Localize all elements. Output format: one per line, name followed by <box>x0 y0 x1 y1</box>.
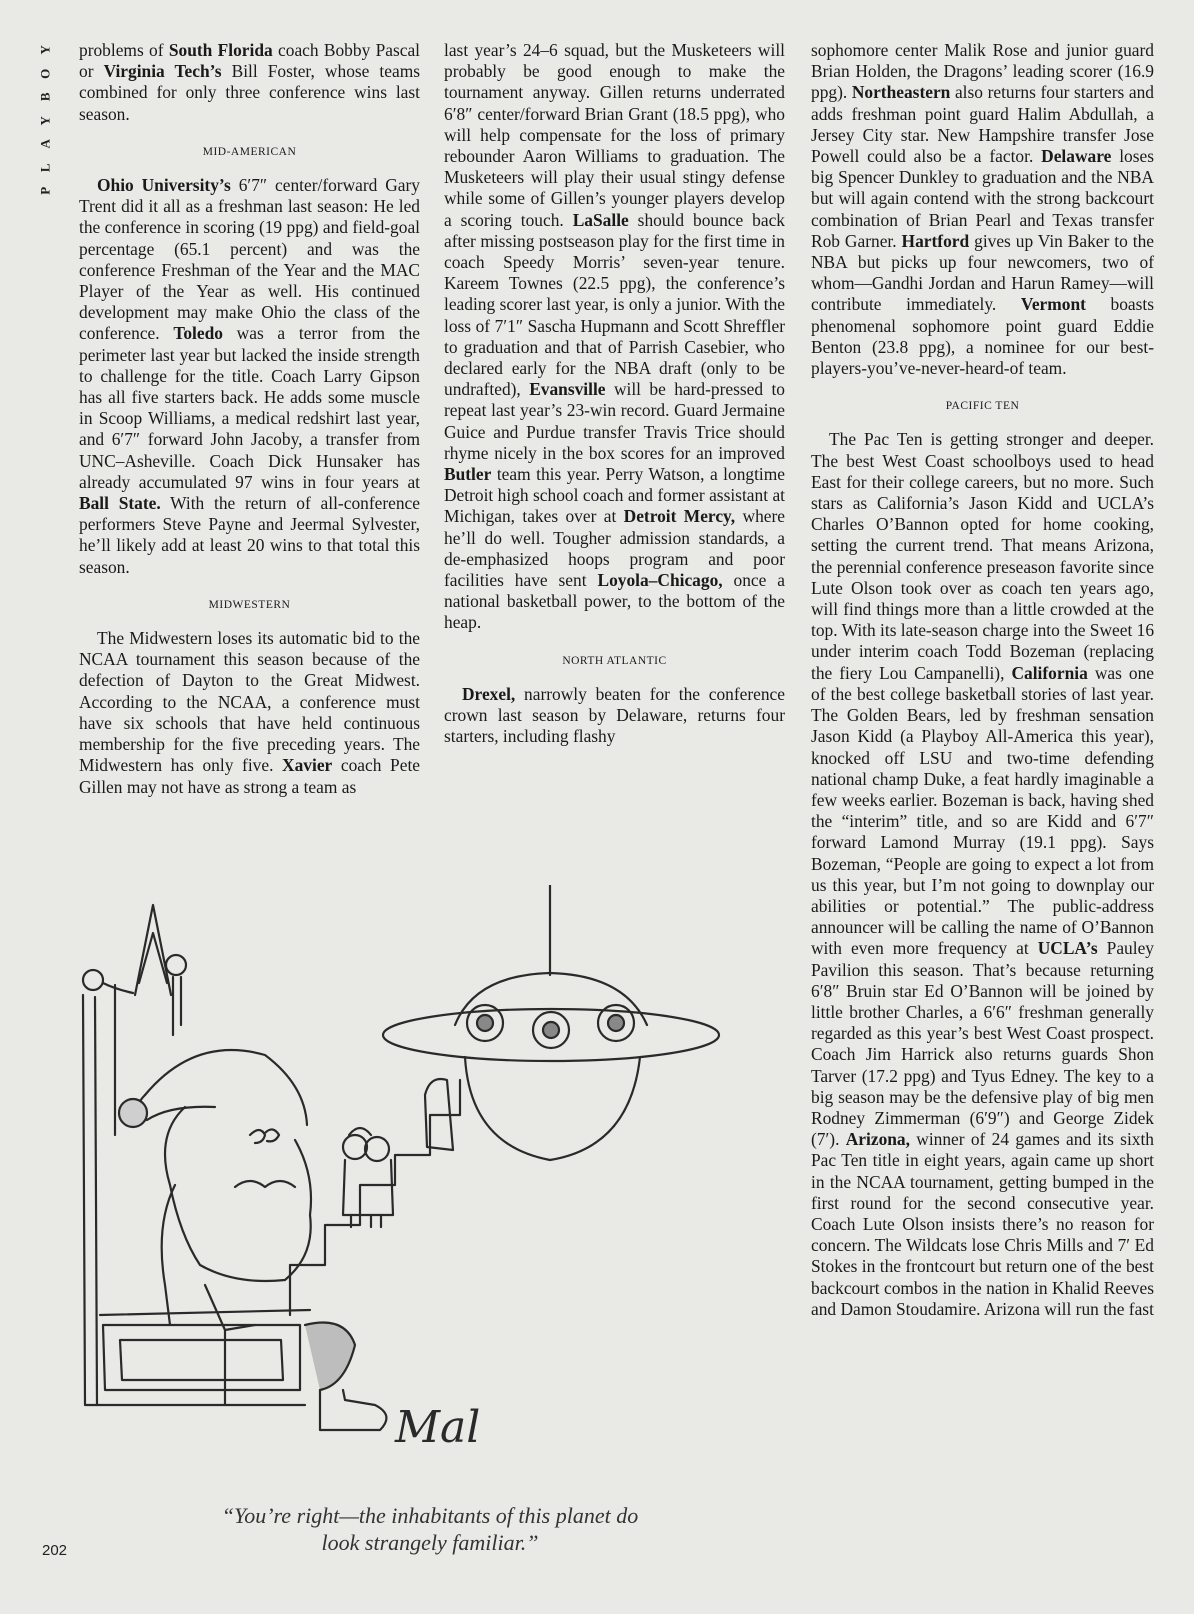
magazine-name-letter: L <box>37 162 53 172</box>
magazine-name-vertical <box>34 38 56 203</box>
text: With the return of all-conference performers Steve Payne and Jeermal Sylvester, he’ll likely add at least 20 wins to that total this season. <box>79 493 420 577</box>
team-name: South Florida <box>168 40 273 60</box>
text: boasts phenomenal sophomore point guard Eddie Benton (23.8 ppg), a nominee for our best-players-you’ve-never-heard-of team. <box>811 294 1154 379</box>
text: sophomore center Malik Rose and junior guard Brian Holden, the Dragons’ leading scorer (16.9 ppg). <box>811 40 1154 103</box>
elves-figures <box>343 1128 393 1227</box>
magazine-name-letter: Y <box>37 45 53 55</box>
stairs-drawing <box>290 1080 460 1315</box>
text: should bounce back after missing postseason play for the first time in coach Speedy Morris’ seven-year tenure. Kareem Townes (22.5 ppg), the conference’s leading scorer last year, is only a junior. With the loss of 7′1″ Sascha Hupmann and Scott Shreffler to graduation and that of Parrish Casebier, who declared early for the NBA draft (only to be undrafted), <box>444 209 785 400</box>
throne-drawing <box>83 905 310 1405</box>
page-number: 202 <box>42 1542 68 1559</box>
text: winner of 24 games and its sixth Pac Ten title in eight years, again came up short in the NCAA tournament, getting bumped in the first round for the second consecutive year. Coach Lute Olson insists there’s no reason for concern. The Wildcats lose Chris Mills and 7′ Ed Stokes in the frontcourt but return one of the best backcourt combos in the nation in Khalid Reeves and Damon Stoudamire. Arizona will run the fast <box>811 1129 1154 1319</box>
team-name: Northeastern <box>851 82 951 103</box>
paragraph <box>79 628 420 798</box>
cartoon-illustration <box>75 885 785 1485</box>
text: where he’ll do well. Tougher admission standards, a de-emphasized hoops program and poor facilities have sent <box>444 506 785 591</box>
text: loses big Spencer Dunkley to graduation and the NBA but will again contend with the strong backcourt combination of Brian Pearl and Texas transfer Rob Garner. <box>811 146 1154 251</box>
section-heading: NORTH ATLANTIC <box>562 654 667 667</box>
section-heading: MID-AMERICAN <box>202 145 297 158</box>
text: 6′7″ center/forward Gary Trent did it all as a freshman last season: He led the conference in scoring (19 ppg) and field-goal percentage (65.1 percent) and was the conference Freshman of the Year and the MAC Player of the Year as well. His continued development may make Ohio the class of the conference. <box>79 175 420 344</box>
team-name: Arizona, <box>845 1129 910 1150</box>
team-name: Detroit Mercy, <box>623 506 736 527</box>
team-name: Vermont <box>1020 294 1086 315</box>
magazine-name-letter: B <box>37 92 53 102</box>
text: was one of the best college basketball stories of last year. The Golden Bears, led by freshman sensation Jason Kidd (a Playboy All-America this year), knocked off LSU and two-time defending national champ Duke, a feat hardly imaginable a few weeks earlier. Bozeman is back, having shed the “interim” title, and so are Kidd and 6′7″ forward Lamond Murray (19.1 ppg). Says Bozeman, “People are going to expect a lot from us this year, but I’m not going to downplay our abilities or potential.” The public-address announcer will be calling the name of O’Bannon with even more frequency at <box>811 662 1154 959</box>
text: coach Bobby Pascal or <box>79 40 420 82</box>
magazine-name-letter: Y <box>37 115 53 125</box>
paragraph <box>79 40 420 125</box>
text: was a terror from the perimeter last year but lacked the inside strength to challenge for the title. Coach Larry Gipson has all five starters back. He adds some muscle in Scoop Williams, a medical redshirt last year, and 6′7″ forward John Jacoby, a transfer from UNC–Asheville. Coach Dick Hunsaker has already accumulated 97 wins in four years at <box>79 323 420 492</box>
magazine-name-letter: O <box>37 68 53 79</box>
team-name: Loyola–Chicago, <box>597 570 723 591</box>
text: last year’s 24–6 squad, but the Musketeers will probably be good enough to make the tournament anyway. Gillen returns underrated 6′8″ center/forward Brian Grant (18.5 ppg), who will help compensate for the loss of primary rebounder Aaron Williams to graduation. The Musketeers will play their usual stingy defense while some of Gillen’s younger players develop a scoring touch. <box>444 40 785 230</box>
text: problems of <box>79 40 169 60</box>
text: The Pac Ten is getting stronger and deeper. The best West Coast schoolboys used to head East for their college careers, but no more. Such stars as California’s Jason Kidd and UCLA’s Charles O’Bannon opted for home cooking, setting the current trend. That means Arizona, the perennial conference preseason favorite since Lute Olson took over as coach ten years ago, will find things more than a little crowded at the top. With its late-season charge into the Sweet 16 under interim coach Todd Bozeman (replacing the fiery Lou Campanelli), <box>811 429 1155 683</box>
text: once a national basketball power, to the bottom of the heap. <box>444 570 785 633</box>
paragraph <box>79 175 420 578</box>
magazine-name-letters <box>34 38 56 203</box>
cartoon-caption <box>150 1502 710 1556</box>
text: Pauley Pavilion this season. That’s because returning 6′8″ Bruin star Ed O’Bannon will be joined by little brother Charles, a 6′6″ freshman generally regarded as this year’s best West Coast prospect. Coach Jim Harrick also returns guards Shon Tarver (17.2 ppg) and Tyus Edney. The key to a big season may be the defensive play of big men Rodney Zimmerman (6′9″) and George Zidek (7′). <box>811 938 1154 1150</box>
team-name: UCLA’s <box>1037 938 1098 959</box>
text: Bill Foster, whose teams combined for only three conference wins last season. <box>79 61 420 124</box>
spaceship-drawing <box>383 885 719 1160</box>
team-name: Virginia Tech’s <box>103 61 222 82</box>
team-name: Evansville <box>529 379 606 400</box>
text: The Midwestern loses its automatic bid to the NCAA tournament this season because of the defection of Dayton to the Great Midwest. According to the NCAA, a conference must have six schools that have held continuous membership for the five preceding years. The Midwestern has only five. <box>79 628 420 776</box>
magazine-name-letter: P <box>37 186 53 195</box>
section-heading: PACIFIC TEN <box>945 400 1020 413</box>
team-name: California <box>1011 662 1088 683</box>
cartoon-signature: Mal <box>395 1402 481 1453</box>
team-name: Delaware <box>1041 146 1112 167</box>
paragraph <box>444 684 785 748</box>
team-name: Ohio University’s <box>97 175 231 196</box>
column-3 <box>811 40 1154 1320</box>
caption-line-1: “You’re right—the inhabitants of this planet do <box>221 1503 639 1528</box>
team-name: Hartford <box>901 230 970 251</box>
text: will be hard-pressed to repeat last year’s 23-win record. Guard Jermaine Guice and Purdue transfer Travis Trice should rhyme nicely in the box scores for an improved <box>444 379 786 463</box>
text: gives up Vin Baker to the NBA but picks up four newcomers, two of whom—Gandhi Jordan and Harun Ramey—will contribute immediately. <box>811 230 1154 315</box>
column-2 <box>444 40 785 748</box>
team-name: LaSalle <box>572 209 629 230</box>
text: team this year. Perry Watson, a longtime Detroit high school coach and former assistant at Michigan, takes over at <box>444 464 785 527</box>
team-name: Toledo <box>173 323 223 344</box>
paragraph <box>444 40 785 634</box>
santa-figure <box>119 1050 386 1430</box>
magazine-name-letter: A <box>37 139 53 149</box>
column-1 <box>79 40 420 798</box>
text: narrowly beaten for the conference crown last season by Delaware, returns four starters, including flashy <box>444 683 785 747</box>
paragraph <box>811 429 1154 1320</box>
team-name: Ball State. <box>79 493 161 514</box>
team-name: Drexel, <box>462 683 516 704</box>
caption-line-2: look strangely familiar.” <box>321 1530 539 1555</box>
team-name: Butler <box>444 464 492 485</box>
text: also returns four starters and adds freshman point guard Halim Abdullah, a Jersey City star. New Hampshire transfer Jose Powell could also be a factor. <box>811 82 1154 167</box>
paragraph <box>811 40 1154 379</box>
section-heading: MIDWESTERN <box>208 598 291 611</box>
team-name: Xavier <box>282 755 333 776</box>
text: coach Pete Gillen may not have as strong a team as <box>79 755 420 797</box>
